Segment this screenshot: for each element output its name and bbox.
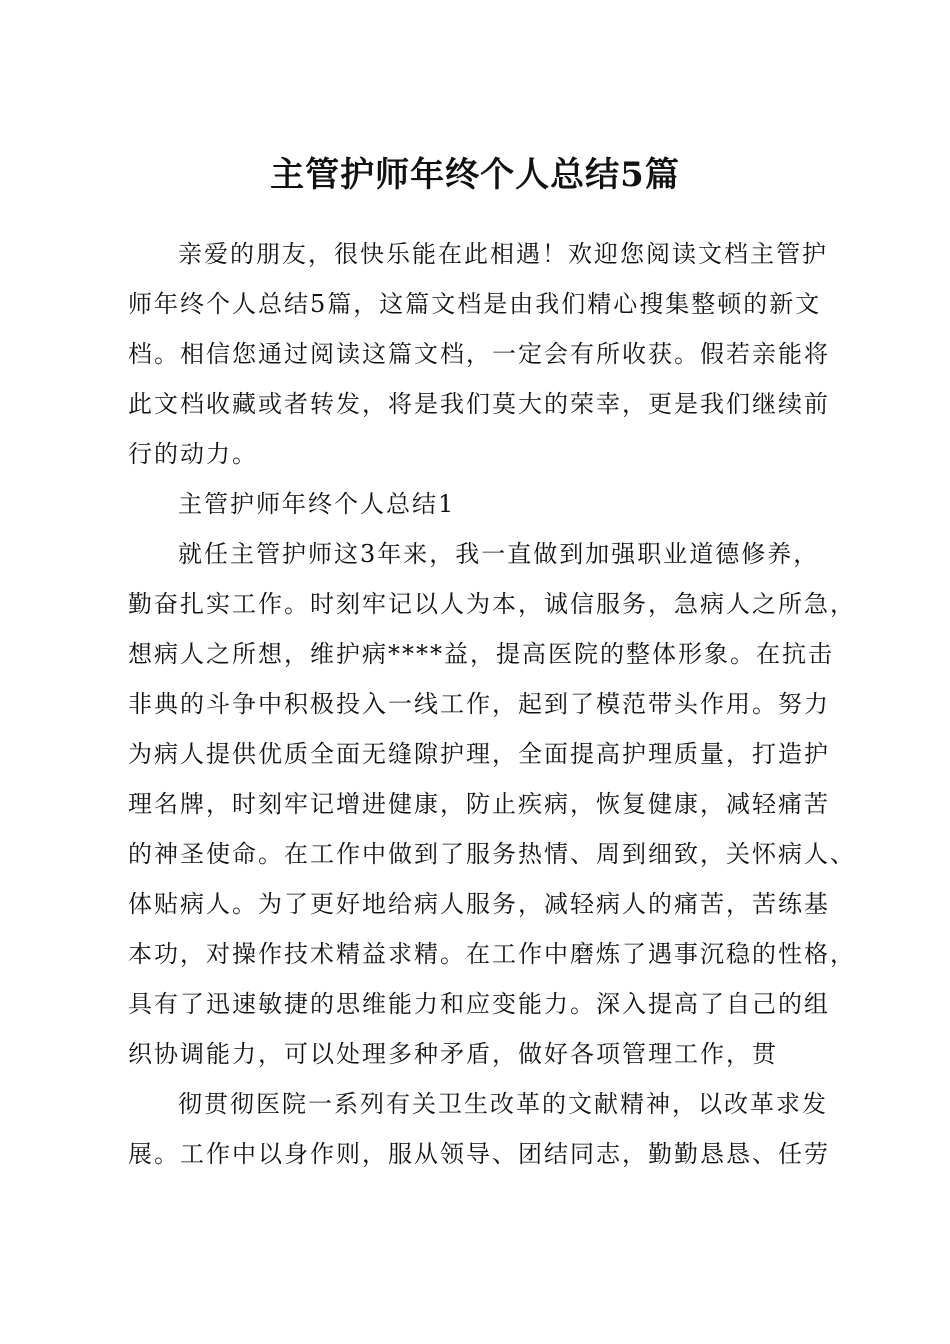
intro-line-4: 此文档收藏或者转发，将是我们莫大的荣幸，更是我们继续前 [128, 390, 830, 418]
body-line-1: 就任主管护师这3年来，我一直做到加强职业道德修养， [178, 540, 820, 568]
body-line-11: 织协调能力，可以处理多种矛盾，做好各项管理工作，贯 [128, 1040, 778, 1068]
body-line-12: 彻贯彻医院一系列有关卫生改革的文献精神，以改革求发 [178, 1090, 828, 1118]
body-line-5: 为病人提供优质全面无缝隙护理，全面提高护理质量，打造护 [128, 740, 830, 768]
intro-line-1: 亲爱的朋友，很快乐能在此相遇！欢迎您阅读文档主管护 [178, 240, 828, 268]
document-title: 主管护师年终个人总结5篇 [270, 155, 680, 195]
body-line-2: 勤奋扎实工作。时刻牢记以人为本，诚信服务，急病人之所急， [128, 590, 856, 618]
intro-line-3: 档。相信您通过阅读这篇文档，一定会有所收获。假若亲能将 [128, 340, 830, 368]
body-line-7: 的神圣使命。在工作中做到了服务热情、周到细致，关怀病人、 [128, 840, 856, 868]
body-line-9: 本功，对操作技术精益求精。在工作中磨炼了遇事沉稳的性格， [128, 940, 856, 968]
body-line-3: 想病人之所想，维护病****益，提高医院的整体形象。在抗击 [128, 640, 834, 668]
section-heading-1: 主管护师年终个人总结1 [178, 490, 456, 518]
intro-line-5: 行的动力。 [128, 440, 258, 468]
body-line-4: 非典的斗争中积极投入一线工作，起到了模范带头作用。努力 [128, 690, 830, 718]
body-line-13: 展。工作中以身作则，服从领导、团结同志，勤勤恳恳、任劳 [128, 1140, 830, 1168]
body-line-6: 理名牌，时刻牢记增进健康，防止疾病，恢复健康，减轻痛苦 [128, 790, 830, 818]
body-line-10: 具有了迅速敏捷的思维能力和应变能力。深入提高了自己的组 [128, 990, 830, 1018]
body-line-8: 体贴病人。为了更好地给病人服务，减轻病人的痛苦，苦练基 [128, 890, 830, 918]
intro-line-2: 师年终个人总结5篇，这篇文档是由我们精心搜集整顿的新文 [128, 290, 822, 318]
